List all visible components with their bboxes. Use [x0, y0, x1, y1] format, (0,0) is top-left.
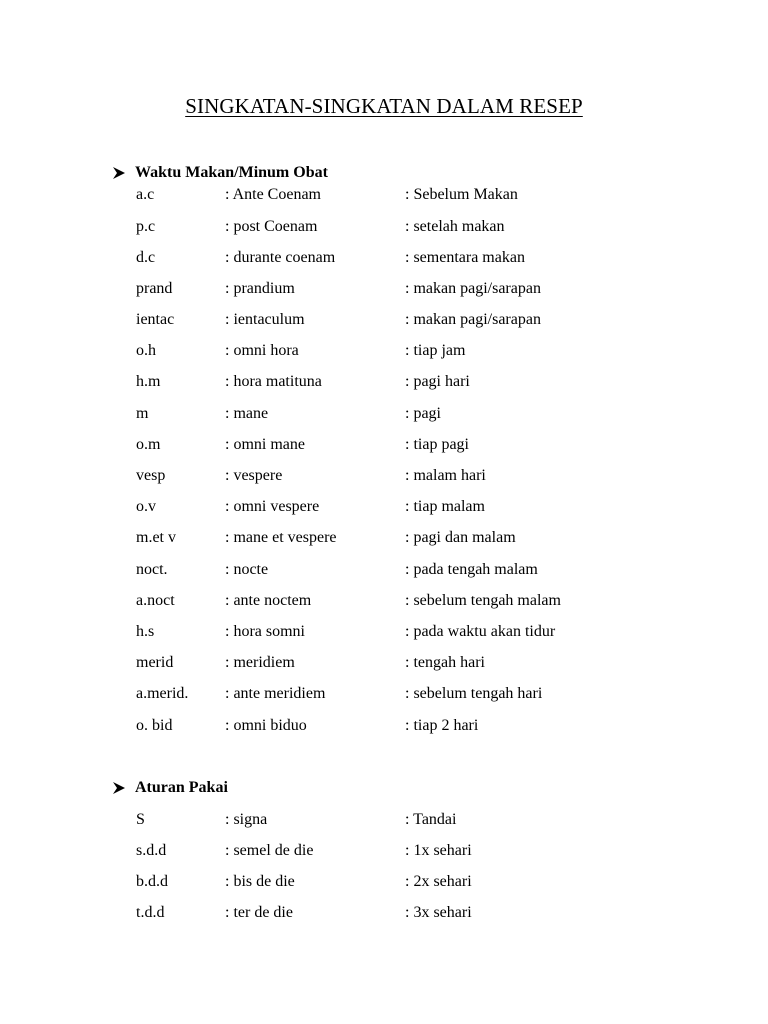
latin-term: : mane et vespere — [225, 529, 337, 546]
meaning: : sementara makan — [405, 249, 525, 266]
latin-term: : ter de die — [225, 904, 293, 921]
latin-term: : ientaculum — [225, 311, 305, 328]
latin-term: : meridiem — [225, 654, 295, 671]
abbreviation: o.v — [136, 498, 156, 515]
abbreviation: S — [136, 811, 145, 828]
latin-term: : ante noctem — [225, 592, 312, 609]
meaning: : tiap 2 hari — [405, 717, 479, 734]
table-row — [0, 872, 768, 892]
abbreviation: a.merid. — [136, 685, 189, 702]
latin-term: : omni hora — [225, 342, 299, 359]
table-row — [0, 372, 768, 392]
abbreviation: b.d.d — [136, 873, 168, 890]
section-heading-aturan-pakai — [112, 778, 228, 798]
meaning: : 3x sehari — [405, 904, 472, 921]
meaning: : malam hari — [405, 467, 486, 484]
meaning: : tiap pagi — [405, 436, 469, 453]
table-row — [0, 903, 768, 923]
meaning: : sebelum tengah malam — [405, 592, 561, 609]
meaning: : pada tengah malam — [405, 561, 538, 578]
meaning: : tiap jam — [405, 342, 466, 359]
latin-term: : bis de die — [225, 873, 295, 890]
meaning: : 1x sehari — [405, 842, 472, 859]
table-row — [0, 497, 768, 517]
page-title: SINGKATAN-SINGKATAN DALAM RESEP — [185, 94, 583, 118]
abbreviation: m — [136, 405, 149, 422]
arrowhead-bullet-icon — [112, 166, 126, 180]
abbreviation: o.h — [136, 342, 156, 359]
section-heading-waktu-makan — [112, 163, 328, 183]
latin-term: : nocte — [225, 561, 269, 578]
abbreviation: h.s — [136, 623, 155, 640]
section-heading-label: Waktu Makan/Minum Obat — [135, 164, 328, 181]
latin-term: : mane — [225, 405, 269, 422]
table-row — [0, 466, 768, 486]
abbreviation: t.d.d — [136, 904, 165, 921]
meaning: : pada waktu akan tidur — [405, 623, 556, 640]
table-row — [0, 810, 768, 830]
meaning: : setelah makan — [405, 218, 505, 235]
table-row — [0, 435, 768, 455]
table-row — [0, 841, 768, 861]
table-row — [0, 622, 768, 642]
latin-term: : prandium — [225, 280, 295, 297]
latin-term: : Ante Coenam — [225, 186, 321, 203]
meaning: : pagi hari — [405, 373, 470, 390]
latin-term: : durante coenam — [225, 249, 336, 266]
meaning: : makan pagi/sarapan — [405, 280, 541, 297]
meaning: : sebelum tengah hari — [405, 685, 543, 702]
abbreviation: vesp — [136, 467, 166, 484]
latin-term: : semel de die — [225, 842, 314, 859]
table-row — [0, 716, 768, 736]
table-row — [0, 341, 768, 361]
meaning: : Sebelum Makan — [405, 186, 518, 203]
abbreviation: prand — [136, 280, 173, 297]
latin-term: : hora matituna — [225, 373, 322, 390]
table-row — [0, 310, 768, 330]
table-row — [0, 684, 768, 704]
meaning: : makan pagi/sarapan — [405, 311, 541, 328]
section-heading-label: Aturan Pakai — [135, 779, 228, 796]
abbreviation: merid — [136, 654, 174, 671]
abbreviation: h.m — [136, 373, 161, 390]
abbreviation: o. bid — [136, 717, 173, 734]
table-row — [0, 248, 768, 268]
abbreviation: a.noct — [136, 592, 175, 609]
latin-term: : ante meridiem — [225, 685, 326, 702]
abbreviation: m.et v — [136, 529, 176, 546]
abbreviation: o.m — [136, 436, 161, 453]
table-row — [0, 528, 768, 548]
arrowhead-bullet-icon — [112, 781, 126, 795]
abbreviation: a.c — [136, 186, 155, 203]
meaning: : pagi dan malam — [405, 529, 516, 546]
abbreviation: d.c — [136, 249, 156, 266]
latin-term: : signa — [225, 811, 268, 828]
abbreviation: noct. — [136, 561, 168, 578]
abbreviation: p.c — [136, 218, 156, 235]
meaning: : tengah hari — [405, 654, 485, 671]
table-row — [0, 404, 768, 424]
table-row — [0, 591, 768, 611]
table-row — [0, 653, 768, 673]
meaning: : 2x sehari — [405, 873, 472, 890]
meaning: : Tandai — [405, 811, 457, 828]
table-row — [0, 217, 768, 237]
table-row — [0, 560, 768, 580]
meaning: : pagi — [405, 405, 441, 422]
table-row — [0, 279, 768, 299]
meaning: : tiap malam — [405, 498, 485, 515]
latin-term: : post Coenam — [225, 218, 318, 235]
table-row — [0, 185, 768, 205]
abbreviation: s.d.d — [136, 842, 167, 859]
abbreviation: ientac — [136, 311, 175, 328]
latin-term: : hora somni — [225, 623, 305, 640]
latin-term: : omni biduo — [225, 717, 307, 734]
latin-term: : omni vespere — [225, 498, 320, 515]
latin-term: : omni mane — [225, 436, 305, 453]
latin-term: : vespere — [225, 467, 283, 484]
